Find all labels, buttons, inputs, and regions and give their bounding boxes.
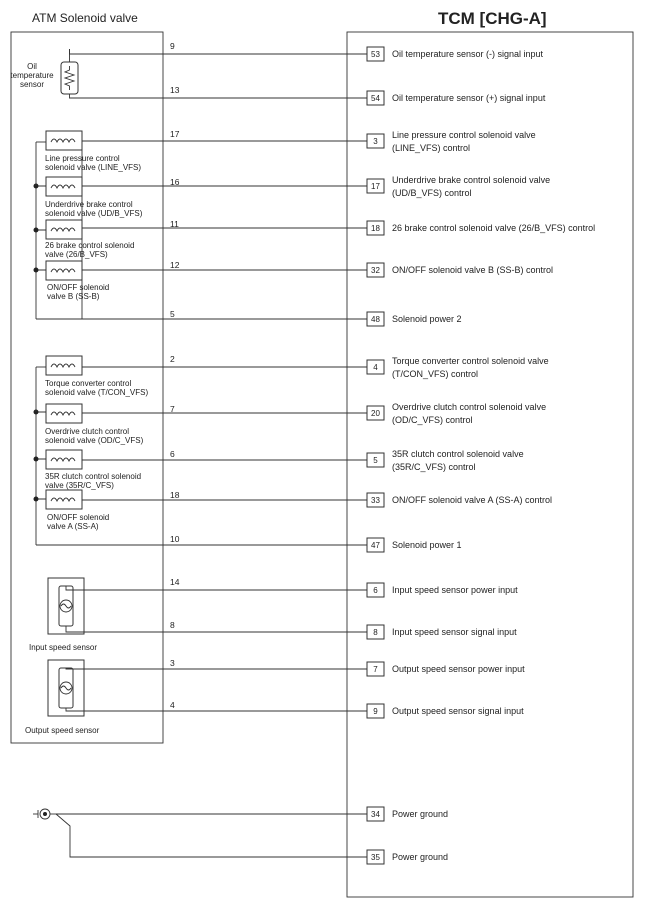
pin-label: (OD/C_VFS) control [392, 415, 473, 425]
pin-label: ON/OFF solenoid valve B (SS-B) control [392, 265, 554, 275]
wire-number: 8 [170, 620, 175, 630]
solenoid-group-1 [34, 131, 143, 319]
wire-54 [70, 97, 368, 98]
ss-a-label-1: ON/OFF solenoid [47, 513, 110, 522]
wire-number: 6 [170, 449, 175, 459]
pin-label: ON/OFF solenoid valve A (SS-A) control [392, 495, 553, 505]
wire-number: 18 [170, 490, 180, 500]
wire-number: 13 [170, 85, 180, 95]
od-clutch-label-2: solenoid valve (OD/C_VFS) [45, 436, 144, 445]
wire-3 [82, 141, 367, 142]
pin-number: 3 [373, 137, 378, 146]
pin-layer [367, 47, 595, 864]
ss-b-label-1: ON/OFF solenoid [47, 283, 110, 292]
tcm-title: TCM [CHG-A] [438, 9, 547, 28]
pin-number: 7 [373, 665, 378, 674]
pin-number: 34 [371, 810, 380, 819]
ss-a-label-2: valve A (SS-A) [47, 522, 99, 531]
pin-number: 4 [373, 363, 378, 372]
wire-number: 12 [170, 260, 180, 270]
torque-conv-label-1: Torque converter control [45, 379, 132, 388]
output-speed-label: Output speed sensor [25, 726, 100, 735]
pin-number: 9 [373, 707, 378, 716]
wire-number: 4 [170, 700, 175, 710]
pin-number: 6 [373, 586, 378, 595]
pin-label: Oil temperature sensor (-) signal input [392, 49, 544, 59]
pin-number: 35 [371, 853, 380, 862]
pin-label: (LINE_VFS) control [392, 143, 471, 153]
pin-label: Overdrive clutch control solenoid valve [392, 402, 547, 412]
atm-solenoid-title: ATM Solenoid valve [32, 11, 138, 25]
od-clutch-solenoid-coil [46, 404, 82, 423]
pin-label: 26 brake control solenoid valve (26/B_VFS) control [392, 223, 596, 233]
wire-number: 11 [170, 219, 179, 229]
wire-53 [70, 49, 368, 54]
pin-number: 17 [371, 182, 380, 191]
pin-label: Solenoid power 1 [392, 540, 462, 550]
ss-b-solenoid-coil [46, 261, 82, 280]
pin-label: (T/CON_VFS) control [392, 369, 479, 379]
pin-label: Solenoid power 2 [392, 314, 462, 324]
pin-label: 35R clutch control solenoid valve [392, 449, 524, 459]
26b-brake-solenoid-coil [46, 220, 82, 239]
wire-20 [82, 413, 367, 415]
pin-number: 20 [371, 409, 380, 418]
pin-label: Input speed sensor power input [392, 585, 518, 595]
35r-clutch-label-2: valve (35R/C_VFS) [45, 481, 114, 490]
wire-number: 16 [170, 177, 180, 187]
oil-temperature-sensor [10, 49, 78, 97]
35r-clutch-solenoid-coil [46, 450, 82, 469]
26b-brake-label-2: valve (26/B_VFS) [45, 250, 108, 259]
pin-number: 33 [371, 496, 380, 505]
oil-temp-label-2: temperature [10, 71, 54, 80]
line-pressure-label-2: solenoid valve (LINE_VFS) [45, 163, 142, 172]
pin-label: Input speed sensor signal input [392, 627, 517, 637]
wire-7 [66, 668, 367, 669]
wire-number: 5 [170, 309, 175, 319]
wire-8 [66, 626, 367, 632]
pin-label: Power ground [392, 809, 449, 819]
torque-conv-label-2: solenoid valve (T/CON_VFS) [45, 388, 149, 397]
input-speed-sensor [29, 578, 97, 652]
ud-brake-solenoid-coil [46, 177, 82, 196]
pin-label: Oil temperature sensor (+) signal input [392, 93, 546, 103]
oil-temp-label-3: sensor [19, 80, 45, 89]
pin-label: Output speed sensor signal input [392, 706, 524, 716]
pin-label: Output speed sensor power input [392, 664, 525, 674]
tcm-enclosure [347, 32, 633, 897]
pin-number: 53 [371, 50, 380, 59]
od-clutch-label-1: Overdrive clutch control [45, 427, 130, 436]
wire-5 [82, 460, 367, 461]
ss-a-solenoid-coil [46, 490, 82, 509]
line-pressure-label-1: Line pressure control [45, 154, 120, 163]
pin-number: 48 [371, 315, 380, 324]
wire-18 [82, 228, 367, 231]
output-speed-sensor [25, 660, 100, 735]
wire-number: 14 [170, 577, 180, 587]
ss-b-label-2: valve B (SS-B) [47, 292, 100, 301]
pin-label: Torque converter control solenoid valve [392, 356, 549, 366]
wire-number: 10 [170, 534, 180, 544]
26b-brake-label-1: 26 brake control solenoid [45, 241, 135, 250]
pin-number: 32 [371, 266, 380, 275]
pin-label: Line pressure control solenoid valve [392, 130, 536, 140]
pin-label: (UD/B_VFS) control [392, 188, 472, 198]
pin-label: (35R/C_VFS) control [392, 462, 476, 472]
wire-number: 2 [170, 354, 175, 364]
wire-6 [66, 586, 367, 590]
pin-number: 54 [371, 94, 380, 103]
ud-brake-label-2: solenoid valve (UD/B_VFS) [45, 209, 143, 218]
pin-label: Underdrive brake control solenoid valve [392, 175, 551, 185]
ground-icon [33, 809, 56, 819]
pin-number: 8 [373, 628, 378, 637]
wire-number: 9 [170, 41, 175, 51]
wire-17 [82, 186, 367, 188]
pin-label: Power ground [392, 852, 449, 862]
wire-number: 3 [170, 658, 175, 668]
oil-temp-label-1: Oil [27, 62, 37, 71]
pin-number: 18 [371, 224, 380, 233]
pin-number: 47 [371, 541, 380, 550]
input-speed-label: Input speed sensor [29, 643, 98, 652]
wire-33 [82, 500, 367, 501]
wire-32 [82, 270, 367, 272]
pin-number: 5 [373, 456, 378, 465]
35r-clutch-label-1: 35R clutch control solenoid [45, 472, 142, 481]
wire-35 [56, 814, 367, 857]
wire-number: 17 [170, 129, 180, 139]
solenoid-group-2 [34, 356, 149, 545]
ud-brake-label-1: Underdrive brake control [45, 200, 133, 209]
wire-number: 7 [170, 404, 175, 414]
wire-9 [66, 708, 367, 711]
